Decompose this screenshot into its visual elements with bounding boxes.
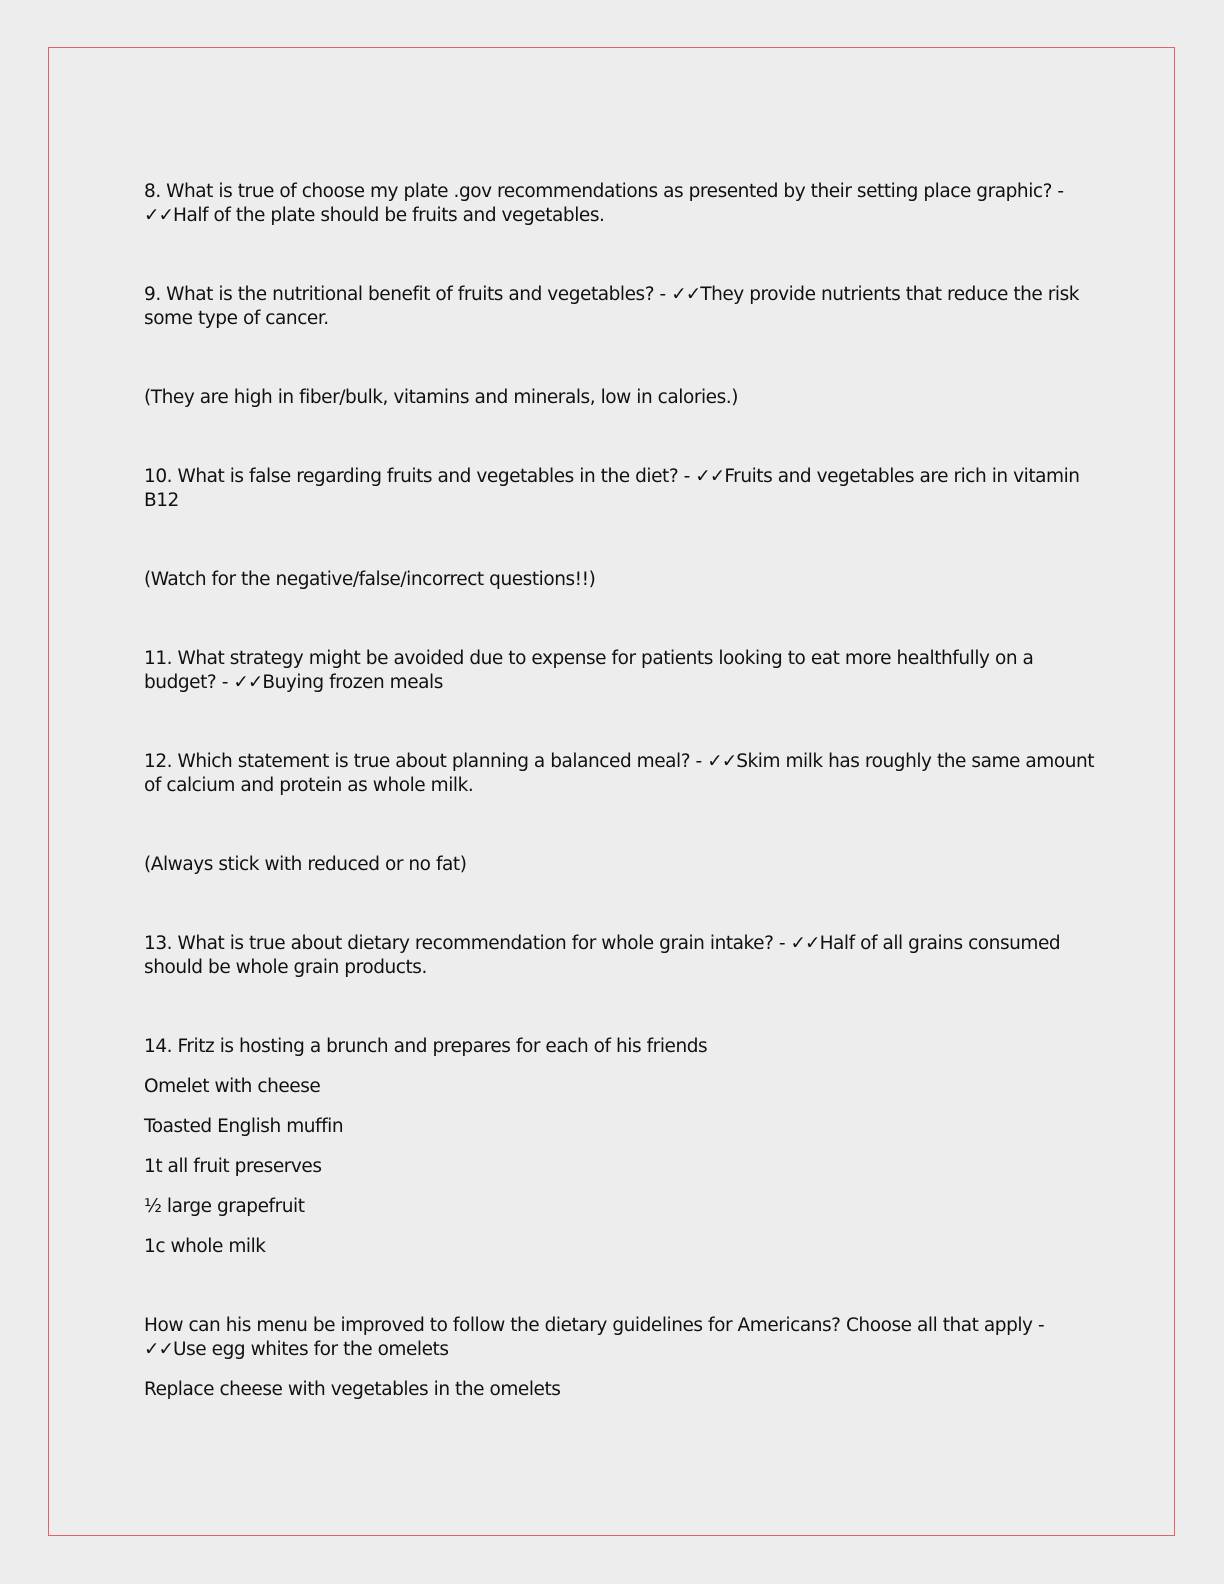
question-text: 9. What is the nutritional benefit of fruits and vegetables? -: [144, 284, 672, 305]
question-13: [144, 932, 1104, 980]
question-8: [144, 180, 1104, 228]
answer-text: Skim milk has roughly the same amount of calcium and protein as whole milk.: [144, 751, 1095, 796]
note-10: (Watch for the negative/false/incorrect questions!!): [144, 569, 596, 590]
question-text: 13. What is true about dietary recommendation for whole grain intake? -: [144, 933, 791, 954]
note-12: (Always stick with reduced or no fat): [144, 854, 467, 875]
document-content: [144, 180, 1104, 1402]
answer-text: Half of all grains consumed should be whole grain products.: [144, 933, 1061, 978]
answer-extra: Replace cheese with vegetables in the omelets: [144, 1379, 561, 1400]
question-10: [144, 465, 1104, 513]
checkmark-icon: ✓✓: [144, 205, 174, 226]
checkmark-icon: ✓✓: [707, 751, 737, 772]
menu-item: 1t all fruit preserves: [144, 1156, 322, 1177]
question-9: [144, 283, 1104, 331]
question-12: [144, 750, 1104, 798]
menu-item: Omelet with cheese: [144, 1076, 321, 1097]
question-text: How can his menu be improved to follow the dietary guidelines for Americans? Choose all that apply -: [144, 1315, 1045, 1336]
question-14-intro: 14. Fritz is hosting a brunch and prepares for each of his friends: [144, 1036, 708, 1057]
answer-text: Buying frozen meals: [262, 672, 443, 693]
checkmark-icon: ✓✓: [233, 672, 263, 693]
answer-text: Use egg whites for the omelets: [173, 1339, 449, 1360]
menu-item: Toasted English muffin: [144, 1116, 344, 1137]
question-text: 10. What is false regarding fruits and vegetables in the diet? -: [144, 466, 696, 487]
checkmark-icon: ✓✓: [671, 284, 701, 305]
question-text: 8. What is true of choose my plate .gov recommendations as presented by their setting place graphic? -: [144, 181, 1064, 202]
answer-text: Fruits and vegetables are rich in vitamin B12: [144, 466, 1080, 511]
note-9: (They are high in fiber/bulk, vitamins and minerals, low in calories.): [144, 387, 738, 408]
answer-text: Half of the plate should be fruits and vegetables.: [173, 205, 605, 226]
question-14: [144, 1314, 1104, 1362]
answer-text: They provide nutrients that reduce the risk some type of cancer.: [144, 284, 1080, 329]
checkmark-icon: ✓✓: [695, 466, 725, 487]
menu-item: ½ large grapefruit: [144, 1196, 305, 1217]
question-text: 11. What strategy might be avoided due to expense for patients looking to eat more healthfully on a budget? -: [144, 648, 1034, 693]
question-text: 12. Which statement is true about planning a balanced meal? -: [144, 751, 708, 772]
question-11: [144, 647, 1104, 695]
menu-item: 1c whole milk: [144, 1236, 266, 1257]
checkmark-icon: ✓✓: [144, 1339, 174, 1360]
checkmark-icon: ✓✓: [790, 933, 820, 954]
